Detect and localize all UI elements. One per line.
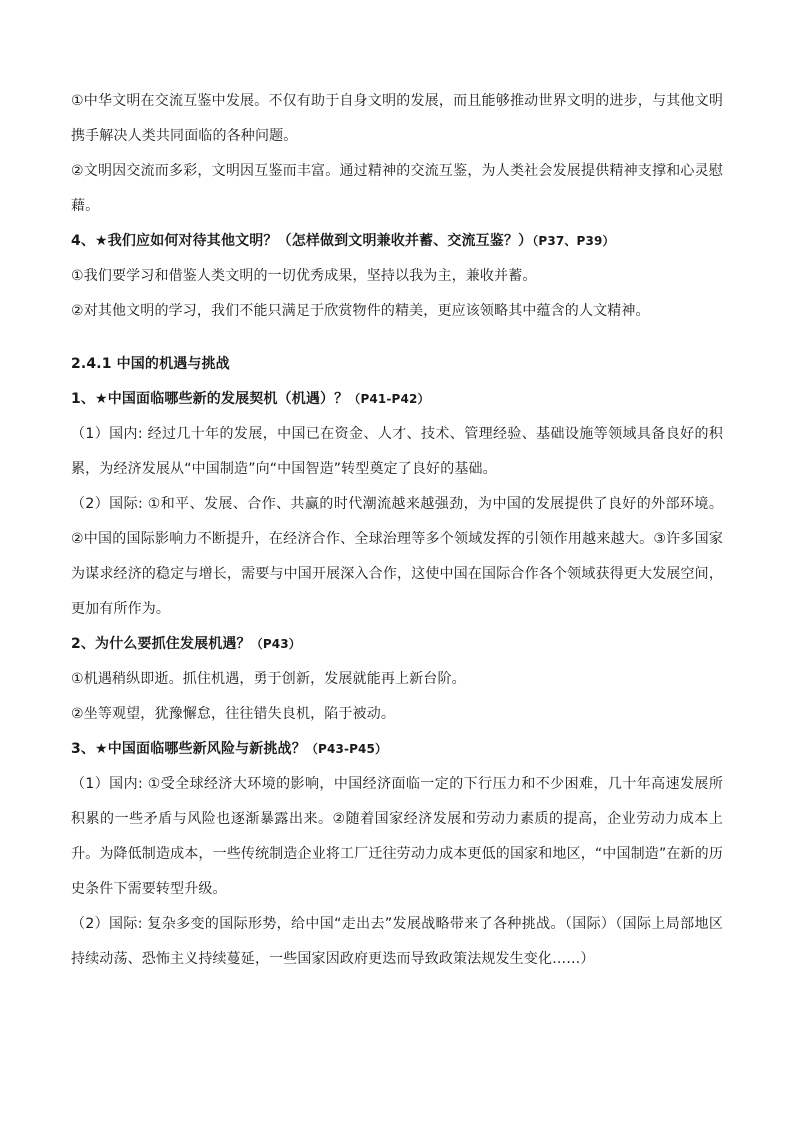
page-reference: （P43-P45） — [305, 742, 388, 756]
paragraph-text: ②坐等观望，犹豫懈怠，往往错失良机，陷于被动。 — [71, 706, 395, 722]
question-text: 4、★我们应如何对待其他文明？（怎样做到文明兼收并蓄、交流互鉴？） — [71, 233, 533, 249]
question-text: 3、★中国面临哪些新风险与新挑战？ — [71, 741, 306, 757]
question-heading — [71, 382, 723, 417]
page-reference: （P43） — [250, 637, 301, 651]
page-reference: （P41-P42） — [348, 392, 430, 406]
paragraph-text: ②文明因交流而多彩，文明因互鉴而丰富。通过精神的交流互鉴，为人类社会发展提供精神支撑和心灵慰藉。 — [71, 163, 723, 214]
section-heading: 2.4.1 中国的机遇与挑战 — [71, 356, 230, 372]
paragraph-text: （2）国际: ①和平、发展、合作、共赢的时代潮流越来越强劲，为中国的发展提供了良好的外部环境。②中国的国际影响力不断提升，在经济合作、全球治理等多个领域发挥的引领作用越来越大。③许多国家为谋求经济的稳定与增长，需要与中国开展深入合作，这使中国在国际合作各个领域获得更大发展空间，更加有所作为。 — [71, 496, 723, 617]
question-text: 2、为什么要抓住发展机遇？ — [71, 636, 251, 652]
paragraph-text: （2）国际: 复杂多变的国际形势，给中国“走出去”发展战略带来了各种挑战。（国际）（国际上局部地区持续动荡、恐怖主义持续蔓延，一些国家因政府更迭而导致政策法规发生变化……） — [71, 916, 723, 967]
question-heading — [71, 627, 723, 662]
paragraph-text: （1）国内: 经过几十年的发展，中国已在资金、人才、技术、管理经验、基础设施等领域具备良好的积累，为经济发展从“中国制造”向“中国智造”转型奠定了良好的基础。 — [71, 426, 723, 477]
question-heading — [71, 732, 723, 767]
question-heading — [71, 224, 723, 259]
question-text: 1、★中国面临哪些新的发展契机（机遇）？ — [71, 391, 349, 407]
paragraph-text: ②对其他文明的学习，我们不能只满足于欣赏物件的精美，更应该领略其中蕴含的人文精神。 — [71, 303, 650, 319]
paragraph-text: ①机遇稍纵即逝。抓住机遇，勇于创新，发展就能再上新台阶。 — [71, 671, 466, 687]
paragraph-text: ①中华文明在交流互鉴中发展。不仅有助于自身文明的发展，而且能够推动世界文明的进步，与其他文明携手解决人类共同面临的各种问题。 — [71, 93, 723, 144]
paragraph-text: ①我们要学习和借鉴人类文明的一切优秀成果，坚持以我为主，兼收并蓄。 — [71, 268, 537, 284]
paragraph-text: （1）国内: ①受全球经济大环境的影响，中国经济面临一定的下行压力和不少困难，几十年高速发展所积累的一些矛盾与风险也逐渐暴露出来。②随着国家经济发展和劳动力素质的提高，企业劳动力成本上升。为降低制造成本，一些传统制造企业将工厂迁往劳动力成本更低的国家和地区，“中国制造”在新的历史条件下需要转型升级。 — [71, 776, 723, 897]
page-reference: （P37、P39） — [532, 234, 615, 248]
document-page — [71, 84, 723, 977]
